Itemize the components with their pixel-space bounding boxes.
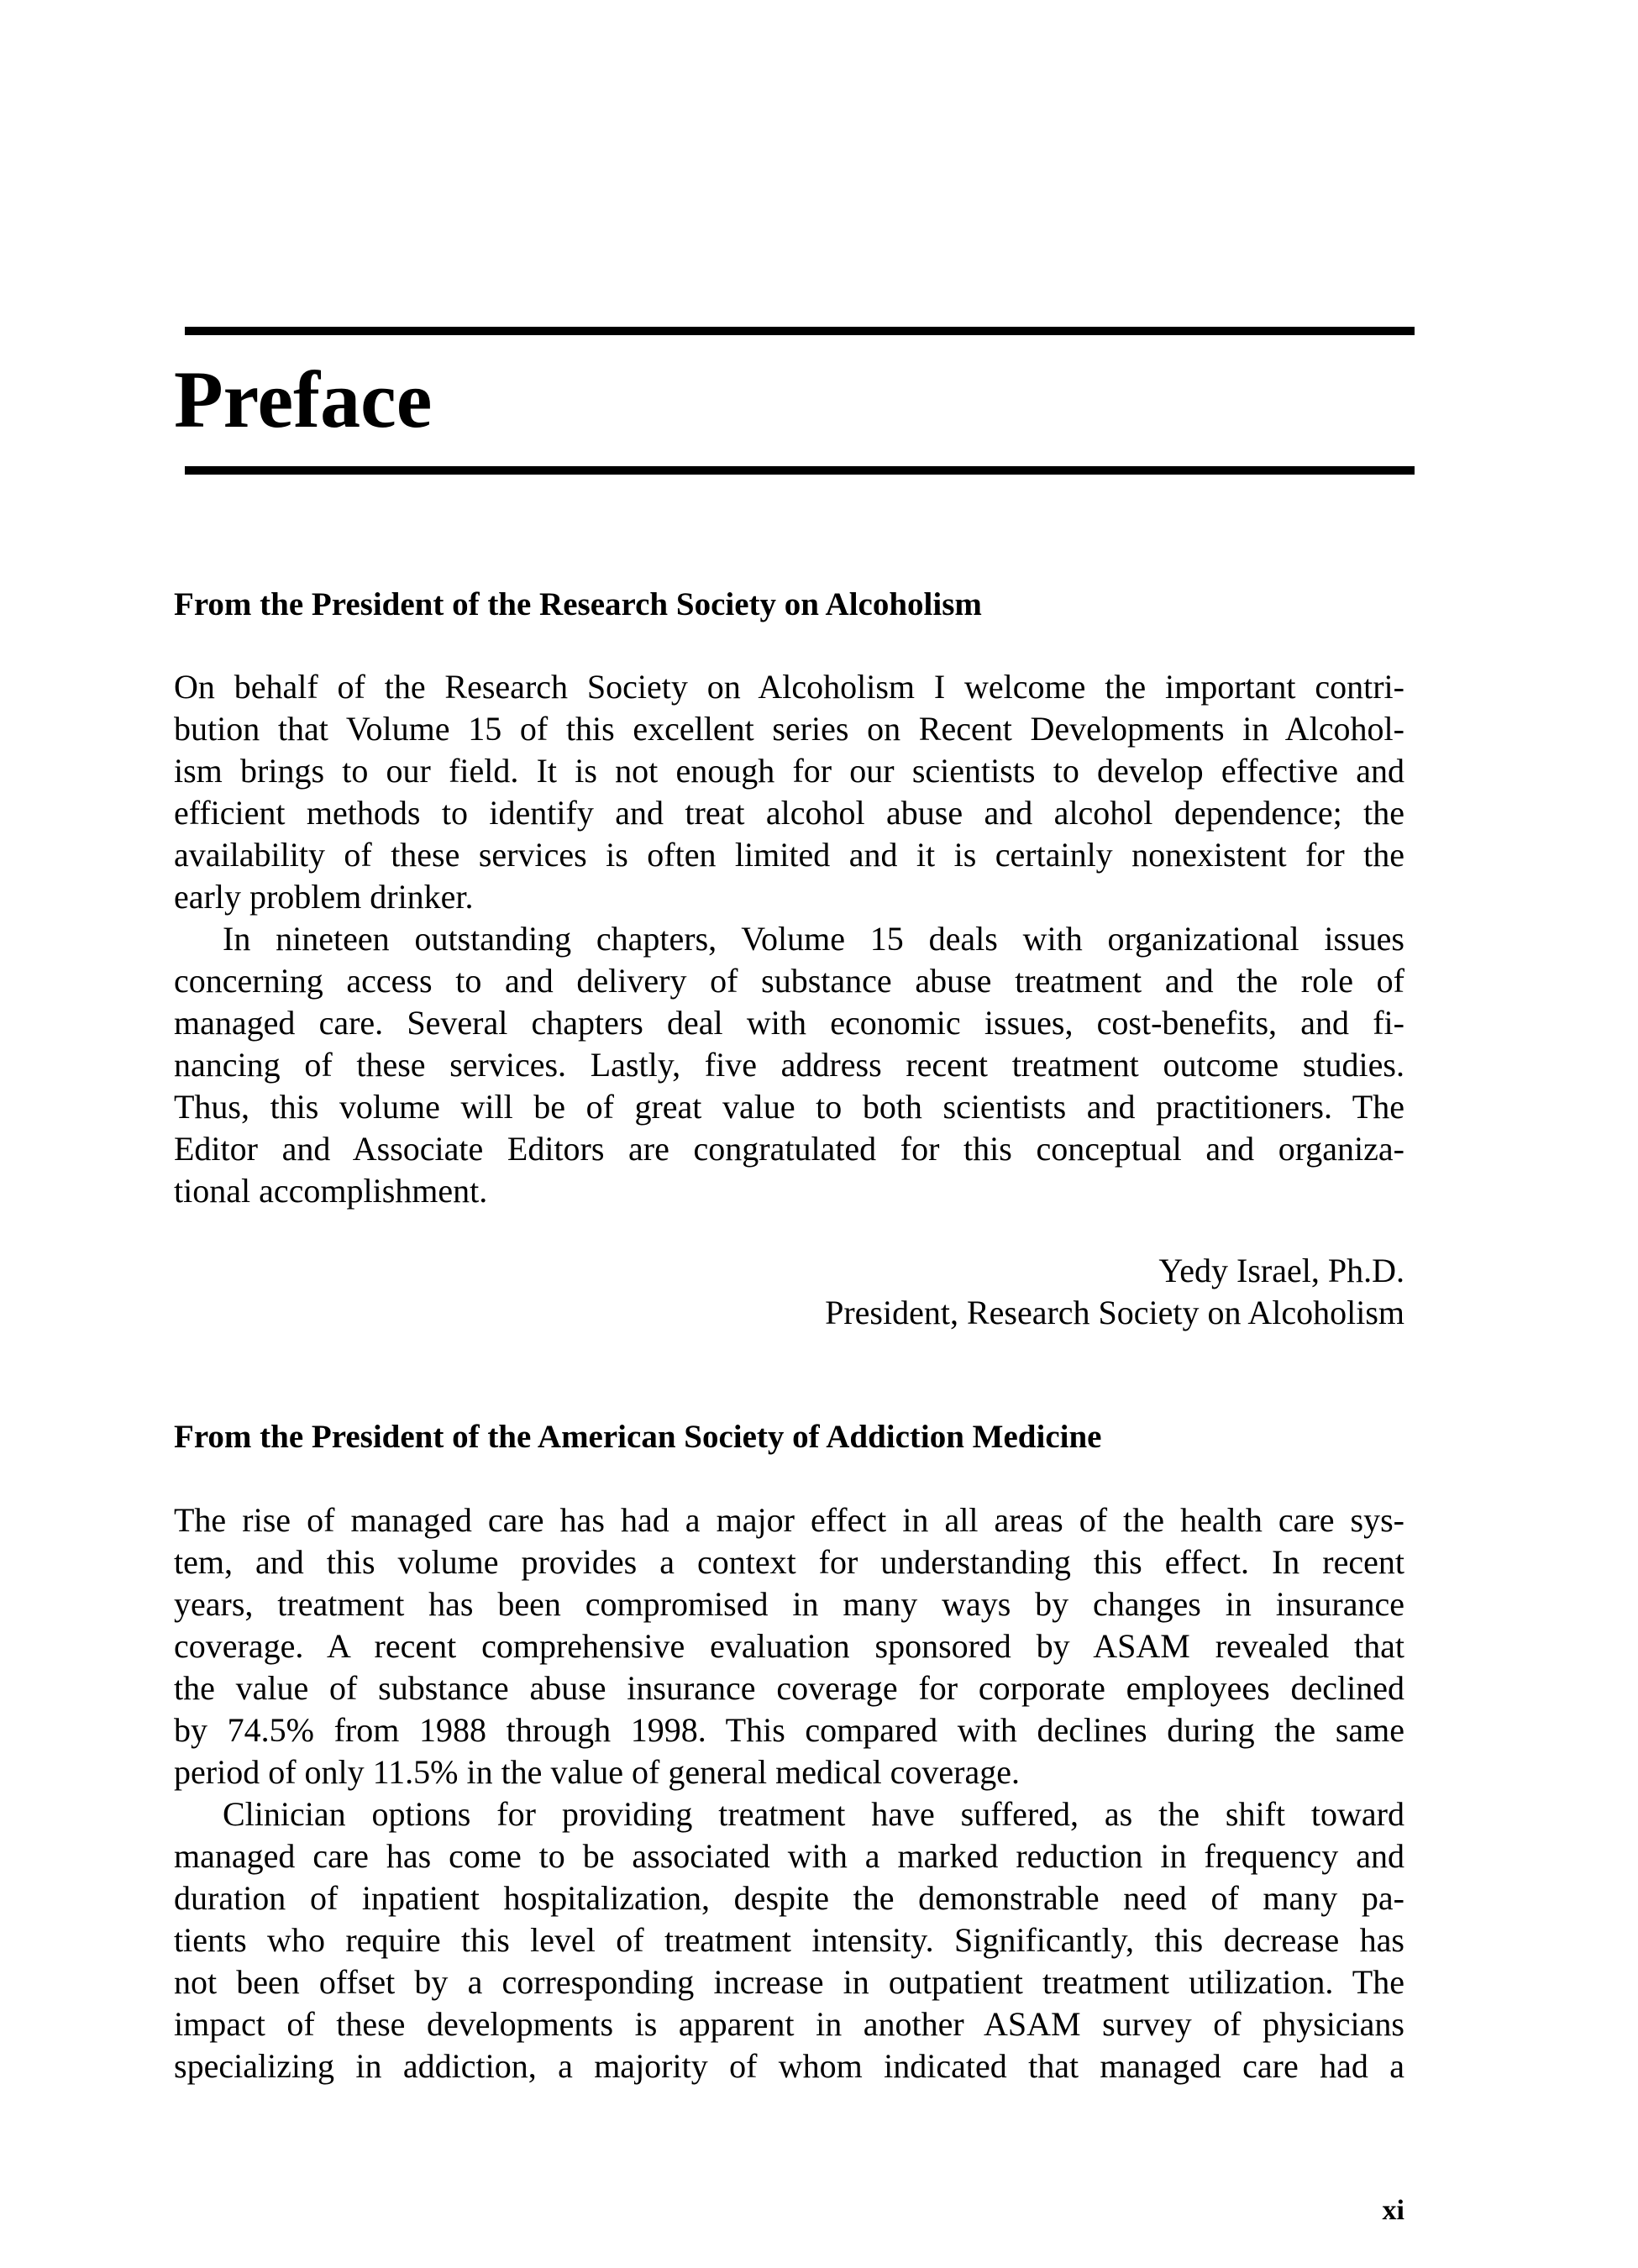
text-line: efficient methods to identify and treat alcohol abuse and alcohol dependence; the [174,794,1404,832]
text-line: early problem drinker. [174,878,474,916]
text-line: by 74.5% from 1988 through 1998. This compared with declines during the same [174,1711,1404,1749]
text-line: tem, and this volume provides a context for understanding this effect. In recent [174,1543,1404,1581]
text-line: bution that Volume 15 of this excellent series on Recent Developments in Alcohol- [174,710,1404,748]
text-line: period of only 11.5% in the value of general medical coverage. [174,1753,1021,1791]
page-title: Preface [174,354,433,444]
signature-name: Yedy Israel, Ph.D. [1158,1252,1404,1289]
text-line: tients who require this level of treatment intensity. Significantly, this decrease has [174,1921,1404,1959]
text-line: managed care has come to be associated with a marked reduction in frequency and [174,1837,1404,1875]
title-bottom-rule [185,466,1415,475]
text-line: not been offset by a corresponding increase in outpatient treatment utilization. The [174,1963,1404,2001]
page-number: xi [1382,2195,1404,2226]
text-line: managed care. Several chapters deal with economic issues, cost-benefits, and fi- [174,1004,1404,1042]
text-line: the value of substance abuse insurance coverage for corporate employees declined [174,1669,1404,1707]
text-line: Thus, this volume will be of great value to both scientists and practitioners. The [174,1088,1404,1126]
text-line: specializing in addiction, a majority of whom indicated that managed care had a [174,2047,1404,2085]
text-line: ism brings to our field. It is not enough for our scientists to develop effective and [174,752,1404,790]
signature-block [825,1250,1404,1334]
text-line: coverage. A recent comprehensive evaluation sponsored by ASAM revealed that [174,1627,1404,1665]
text-line: impact of these developments is apparent in another ASAM survey of physicians [174,2005,1404,2043]
section-body-rsa [174,666,1404,1212]
text-line: availability of these services is often limited and it is certainly nonexistent for the [174,836,1404,874]
section-heading-rsa: From the President of the Research Society on Alcoholism [174,586,982,622]
section-heading-asam: From the President of the American Society of Addiction Medicine [174,1419,1102,1455]
text-line: concerning access to and delivery of substance abuse treatment and the role of [174,962,1404,1000]
text-line: Editor and Associate Editors are congratulated for this conceptual and organiza- [174,1130,1404,1168]
text-line: The rise of managed care has had a major effect in all areas of the health care sys- [174,1501,1404,1539]
text-line: duration of inpatient hospitalization, despite the demonstrable need of many pa- [174,1879,1404,1917]
signature-title: President, Research Society on Alcoholism [825,1294,1404,1331]
section-body-asam [174,1499,1404,2087]
title-top-rule [185,327,1415,335]
text-line: On behalf of the Research Society on Alcoholism I welcome the important contri- [174,668,1404,706]
text-line: tional accomplishment. [174,1172,488,1210]
text-line: nancing of these services. Lastly, five address recent treatment outcome studies. [174,1046,1404,1084]
text-line: years, treatment has been compromised in many ways by changes in insurance [174,1585,1404,1623]
text-line: In nineteen outstanding chapters, Volume 15 deals with organizational issues [223,920,1404,958]
text-line: Clinician options for providing treatment have suffered, as the shift toward [223,1795,1404,1833]
